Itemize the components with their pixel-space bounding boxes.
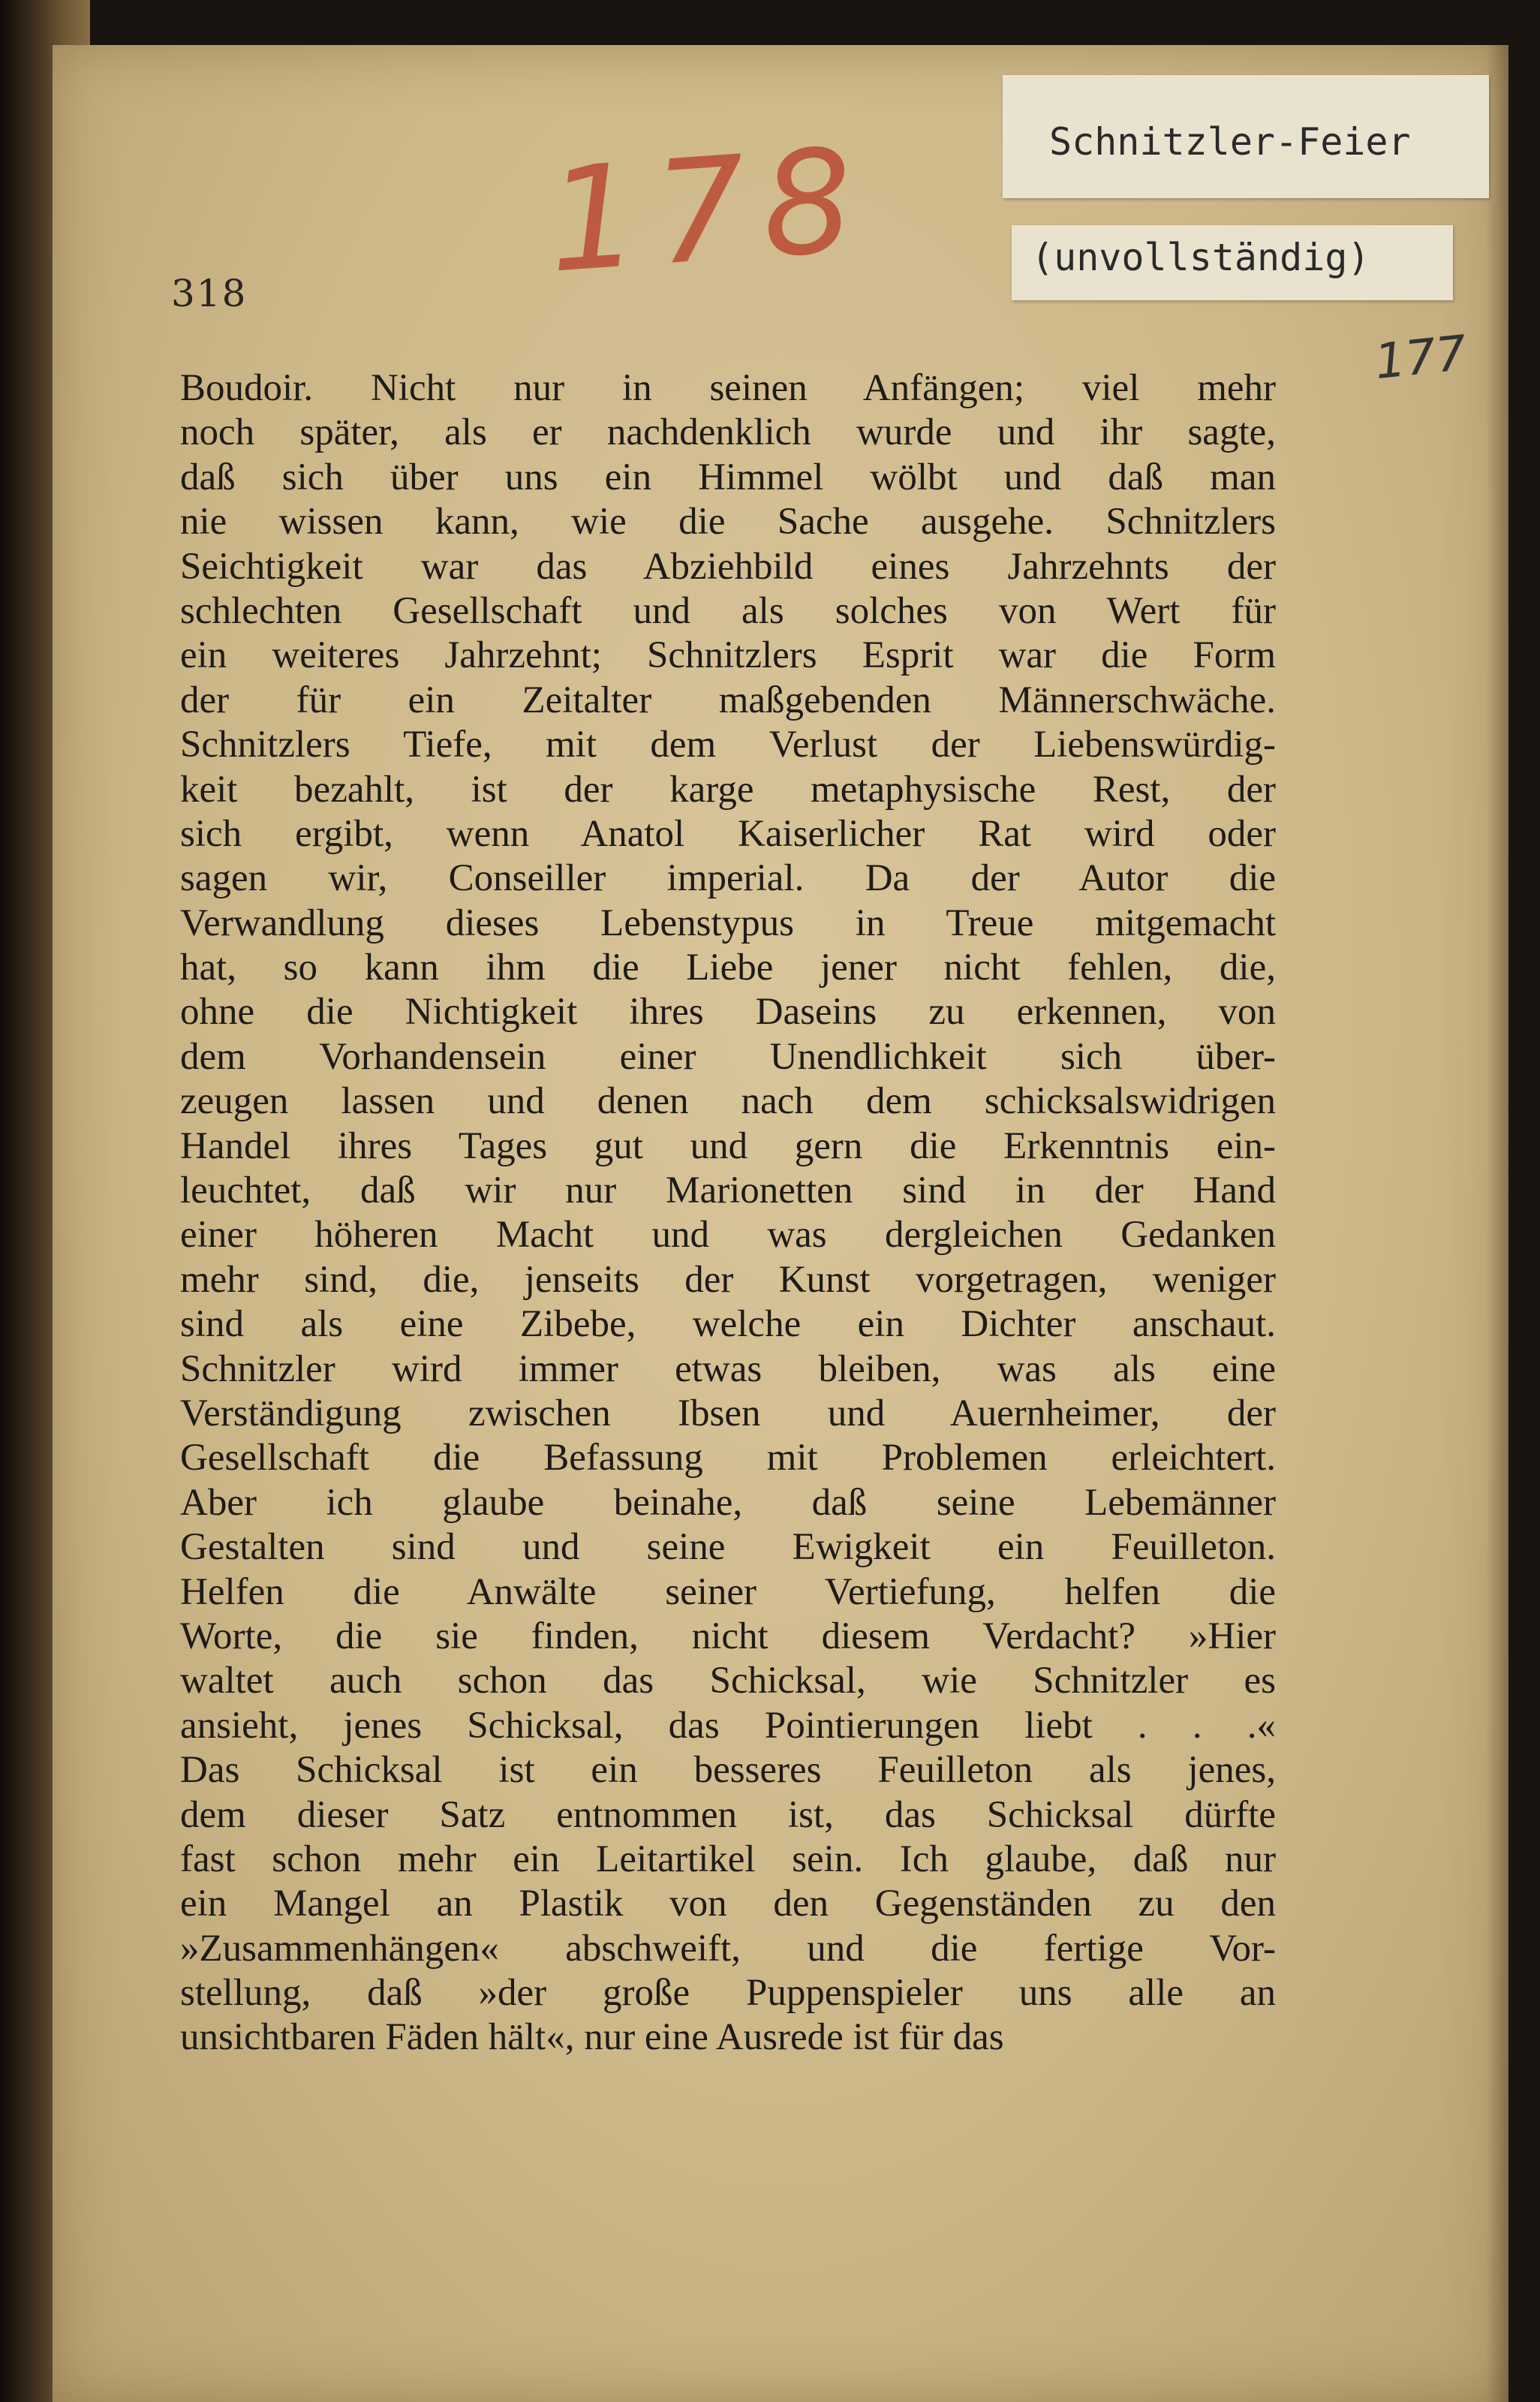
text-line: Aber ich glaube beinahe, daß seine Lebemänner — [180, 1481, 1276, 1524]
text-line: »Zusammenhängen« abschweift, und die fertige Vor- — [180, 1927, 1276, 1970]
text-line: ansieht, jenes Schicksal, das Pointierungen liebt . . .« — [180, 1704, 1276, 1747]
text-line: ohne die Nichtigkeit ihres Daseins zu erkennen, von — [180, 991, 1276, 1034]
text-line: leuchtet, daß wir nur Marionetten sind in der Hand — [180, 1169, 1276, 1212]
body-text — [180, 366, 1276, 2060]
text-line: Worte, die sie finden, nicht diesem Verdacht? »Hier — [180, 1615, 1276, 1657]
text-line: hat, so kann ihm die Liebe jener nicht fehlen, die, — [180, 947, 1276, 989]
text-line: ein Mangel an Plastik von den Gegenständen zu den — [180, 1883, 1276, 1925]
text-line: Gesellschaft die Befassung mit Problemen erleichtert. — [180, 1437, 1276, 1479]
text-line: keit bezahlt, ist der karge metaphysische Rest, der — [180, 768, 1276, 811]
text-line: stellung, daß »der große Puppenspieler uns alle an — [180, 1972, 1276, 2015]
text-line: mehr sind, die, jenseits der Kunst vorgetragen, weniger — [180, 1258, 1276, 1301]
text-line: schlechten Gesellschaft und als solches von Wert für — [180, 589, 1276, 632]
page-edge-shadow — [1486, 45, 1508, 2402]
text-line: ein weiteres Jahrzehnt; Schnitzlers Esprit war die Form — [180, 634, 1276, 677]
text-line: Helfen die Anwälte seiner Vertiefung, helfen die — [180, 1570, 1276, 1613]
text-line: Das Schicksal ist ein besseres Feuilleton als jenes, — [180, 1749, 1276, 1792]
text-line: waltet auch schon das Schicksal, wie Schnitzler es — [180, 1660, 1276, 1702]
page-number: 318 — [171, 272, 248, 315]
text-line: fast schon mehr ein Leitartikel sein. Ich glaube, daß nur — [180, 1838, 1276, 1880]
text-line: einer höheren Macht und was dergleichen Gedanken — [180, 1214, 1276, 1257]
text-line: dem Vorhandensein einer Unendlichkeit sich über- — [180, 1035, 1276, 1078]
text-line: daß sich über uns ein Himmel wölbt und daß man — [180, 456, 1276, 498]
text-line: Seichtigkeit war das Abziehbild eines Jahrzehnts der — [180, 545, 1276, 588]
archive-label-subtitle: (unvollständig) — [1012, 225, 1453, 300]
text-line: nie wissen kann, wie die Sache ausgehe. Schnitzlers — [180, 501, 1276, 543]
text-line: sich ergibt, wenn Anatol Kaiserlicher Rat wird oder — [180, 812, 1276, 855]
archive-number-stamp: 178 — [542, 116, 875, 305]
text-line: Schnitzlers Tiefe, mit dem Verlust der Liebenswürdig- — [180, 724, 1276, 766]
text-line: Schnitzler wird immer etwas bleiben, was als eine — [180, 1347, 1276, 1390]
text-line: der für ein Zeitalter maßgebenden Männerschwäche. — [180, 679, 1276, 721]
text-line: dem dieser Satz entnommen ist, das Schicksal dürfte — [180, 1793, 1276, 1836]
handwritten-note: 177 — [1372, 325, 1469, 391]
archive-label-title: Schnitzler-Feier — [1003, 75, 1489, 198]
text-line: sagen wir, Conseiller imperial. Da der Autor die — [180, 857, 1276, 900]
text-line: unsichtbaren Fäden hält«, nur eine Ausrede ist für das — [180, 2016, 1004, 2059]
text-line: Verwandlung dieses Lebenstypus in Treue mitgemacht — [180, 902, 1276, 944]
text-line: Boudoir. Nicht nur in seinen Anfängen; viel mehr — [180, 367, 1276, 409]
text-line: Gestalten sind und seine Ewigkeit ein Feuilleton. — [180, 1526, 1276, 1569]
text-line: Handel ihres Tages gut und gern die Erkenntnis ein- — [180, 1124, 1276, 1167]
text-line: noch später, als er nachdenklich wurde und ihr sagte, — [180, 411, 1276, 454]
text-line: sind als eine Zibebe, welche ein Dichter anschaut. — [180, 1303, 1276, 1346]
text-line: Verständigung zwischen Ibsen und Auernheimer, der — [180, 1392, 1276, 1434]
text-line: zeugen lassen und denen nach dem schicksalswidrigen — [180, 1080, 1276, 1123]
